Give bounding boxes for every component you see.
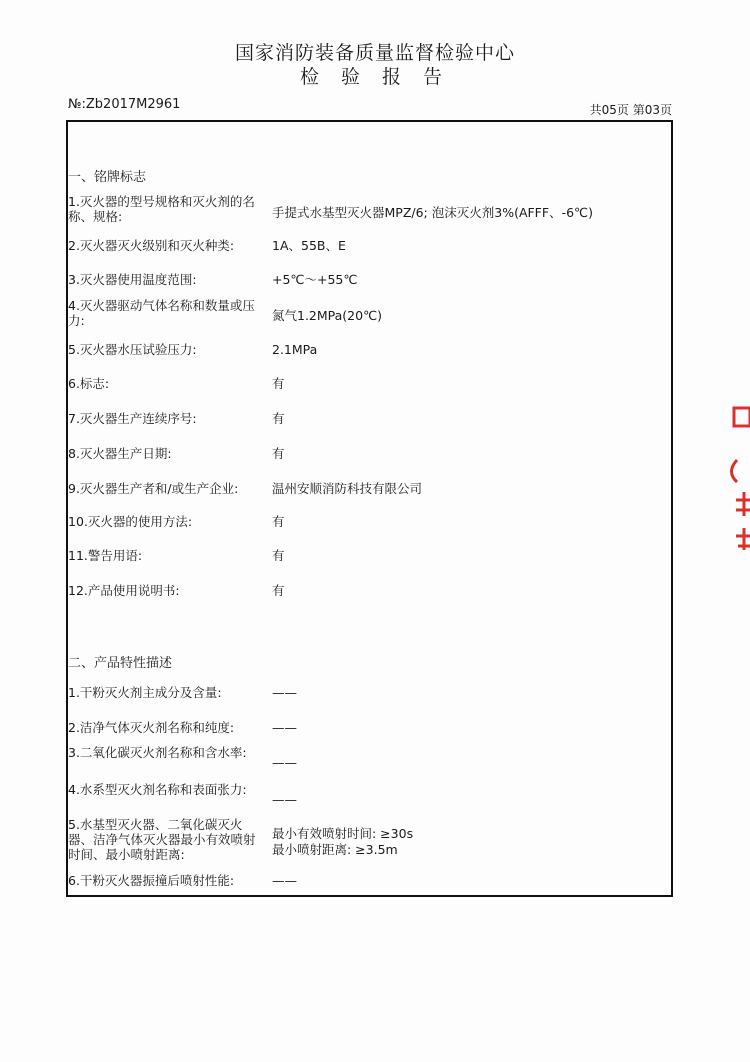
item-label: 10.灭火器的使用方法: bbox=[68, 514, 193, 529]
item-label: 11.警告用语: bbox=[68, 548, 143, 563]
item-label: 3.二氧化碳灭火剂名称和含水率: bbox=[68, 745, 247, 760]
official-seal-fragment bbox=[722, 400, 750, 580]
item-value: 有 bbox=[272, 411, 285, 426]
item-label: 1.灭火器的型号规格和灭火剂的名称、规格: bbox=[68, 194, 255, 224]
item-label: 1.干粉灭火剂主成分及含量: bbox=[68, 685, 222, 700]
item-label: 12.产品使用说明书: bbox=[68, 583, 180, 598]
report-number: №:Zb2017M2961 bbox=[68, 97, 181, 112]
item-label: 5.水基型灭火器、二氧化碳灭火器、洁净气体灭火器最小有效喷射时间、最小喷射距离: bbox=[68, 817, 256, 862]
document-type: 检 验 报 告 bbox=[299, 66, 451, 88]
page-counter: 共05页 第03页 bbox=[589, 103, 672, 117]
item-value: 1A、55B、E bbox=[272, 238, 346, 253]
item-value: 有 bbox=[272, 548, 285, 563]
item-label: 9.灭火器生产者和/或生产企业: bbox=[68, 481, 239, 496]
item-value: —— bbox=[272, 873, 297, 888]
item-value: 有 bbox=[272, 446, 285, 461]
report-frame bbox=[66, 120, 673, 897]
item-label: 8.灭火器生产日期: bbox=[68, 446, 172, 461]
item-label: 6.干粉灭火器振撞后喷射性能: bbox=[68, 873, 235, 888]
item-label: 3.灭火器使用温度范围: bbox=[68, 272, 197, 287]
item-label: 7.灭火器生产连续序号: bbox=[68, 411, 197, 426]
item-value-line2: 最小喷射距离: ≥3.5m bbox=[272, 842, 398, 857]
item-label: 4.水系型灭火剂名称和表面张力: bbox=[68, 782, 247, 797]
item-value: 有 bbox=[272, 376, 285, 391]
item-label: 5.灭火器水压试验压力: bbox=[68, 342, 197, 357]
item-value: 有 bbox=[272, 583, 285, 598]
item-value: 2.1MPa bbox=[272, 342, 318, 357]
item-label: 2.洁净气体灭火剂名称和纯度: bbox=[68, 720, 235, 735]
item-value: 温州安顺消防科技有限公司 bbox=[272, 481, 423, 496]
item-label: 4.灭火器驱动气体名称和数量或压力: bbox=[68, 298, 255, 328]
item-value: —— bbox=[272, 792, 297, 807]
item-value: 氮气1.2MPa(20℃) bbox=[272, 308, 382, 323]
section-title: 二、产品特性描述 bbox=[68, 656, 173, 671]
item-value: 有 bbox=[272, 514, 285, 529]
item-value: —— bbox=[272, 755, 297, 770]
item-value: —— bbox=[272, 685, 297, 700]
section-title: 一、铭牌标志 bbox=[68, 170, 147, 185]
item-label: 2.灭火器灭火级别和灭火种类: bbox=[68, 238, 235, 253]
item-value: +5℃～+55℃ bbox=[272, 272, 358, 287]
item-value: —— bbox=[272, 720, 297, 735]
item-value: 手提式水基型灭火器MPZ/6; 泡沫灭火剂3%(AFFF、-6℃) bbox=[272, 205, 593, 220]
org-title: 国家消防装备质量监督检验中心 bbox=[234, 42, 515, 64]
item-label: 6.标志: bbox=[68, 376, 110, 391]
item-value-line1: 最小有效喷射时间: ≥30s bbox=[272, 826, 414, 841]
